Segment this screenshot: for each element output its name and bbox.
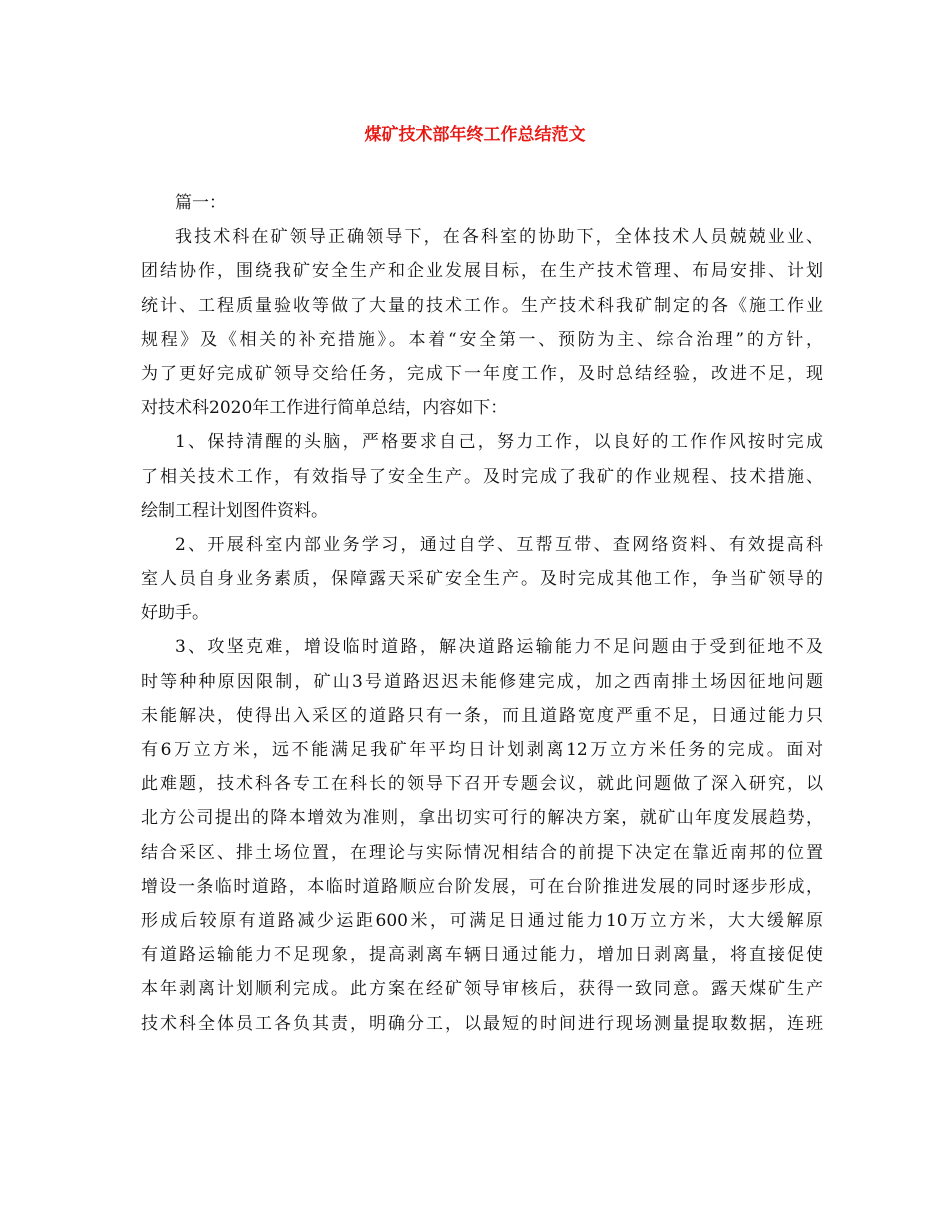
paragraph-line: 规程》及《相关的补充措施》。本着“安全第一、预防为主、综合治理”的方针， bbox=[141, 329, 823, 350]
paragraph-line: 未能解决，使得出入采区的道路只有一条，而且道路宽度严重不足，日通过能力只 bbox=[141, 705, 823, 726]
paragraph-line: 1、保持清醒的头脑，严格要求自己，努力工作，以良好的工作作风按时完成 bbox=[175, 432, 823, 453]
document-body bbox=[141, 186, 823, 1041]
paragraph-line: 为了更好完成矿领导交给任务，完成下一年度工作，及时总结经验，改进不足，现 bbox=[141, 363, 823, 384]
paragraph-line: 统计、工程质量验收等做了大量的技术工作。生产技术科我矿制定的各《施工作业 bbox=[141, 295, 823, 316]
paragraph-line: 此难题，技术科各专工在科长的领导下召开专题会议，就此问题做了深入研究，以 bbox=[141, 774, 823, 795]
paragraph-line: 室人员自身业务素质，保障露天采矿安全生产。及时完成其他工作，争当矿领导的 bbox=[141, 569, 823, 590]
paragraph-line: 结合采区、排土场位置，在理论与实际情况相结合的前提下决定在靠近南邦的位置 bbox=[141, 842, 823, 863]
document-title: 煤矿技术部年终工作总结范文 bbox=[364, 125, 586, 145]
paragraph-line: 北方公司提出的降本增效为准则，拿出切实可行的解决方案，就矿山年度发展趋势， bbox=[141, 808, 823, 829]
paragraph-line: 3、攻坚克难，增设临时道路，解决道路运输能力不足问题由于受到征地不及 bbox=[175, 637, 823, 658]
paragraph-line: 有6万立方米，远不能满足我矿年平均日计划剥离12万立方米任务的完成。面对 bbox=[141, 740, 823, 760]
paragraph-line: 有道路运输能力不足现象，提高剥离车辆日通过能力，增加日剥离量，将直接促使 bbox=[141, 945, 823, 966]
paragraph-line: 时等种种原因限制，矿山3号道路迟迟未能修建完成，加之西南排土场因征地问题 bbox=[141, 671, 823, 692]
paragraph-line: 团结协作，围绕我矿安全生产和企业发展目标，在生产技术管理、布局安排、计划 bbox=[141, 261, 823, 282]
paragraph-line: 技术科全体员工各负其责，明确分工，以最短的时间进行现场测量提取数据，连班 bbox=[141, 1013, 823, 1034]
paragraph-line: 绘制工程计划图件资料。 bbox=[141, 500, 328, 521]
paragraph-line: 本年剥离计划顺利完成。此方案在经矿领导审核后，获得一致同意。露天煤矿生产 bbox=[141, 979, 823, 1000]
paragraph-line: 对技术科2020年工作进行简单总结，内容如下： bbox=[141, 398, 508, 419]
paragraph-line: 增设一条临时道路，本临时道路顺应台阶发展，可在台阶推进发展的同时逐步形成， bbox=[141, 876, 823, 897]
paragraph-line: 好助手。 bbox=[141, 603, 209, 624]
paragraph-line: 了相关技术工作，有效指导了安全生产。及时完成了我矿的作业规程、技术措施、 bbox=[141, 466, 823, 487]
section-heading: 篇一： bbox=[175, 193, 226, 213]
paragraph-line: 我技术科在矿领导正确领导下，在各科室的协助下，全体技术人员兢兢业业、 bbox=[175, 227, 823, 248]
paragraph-line: 2、开展科室内部业务学习，通过自学、互帮互带、查网络资料、有效提高科 bbox=[175, 534, 823, 555]
paragraph-line: 形成后较原有道路减少运距600米，可满足日通过能力10万立方米，大大缓解原 bbox=[141, 910, 823, 931]
